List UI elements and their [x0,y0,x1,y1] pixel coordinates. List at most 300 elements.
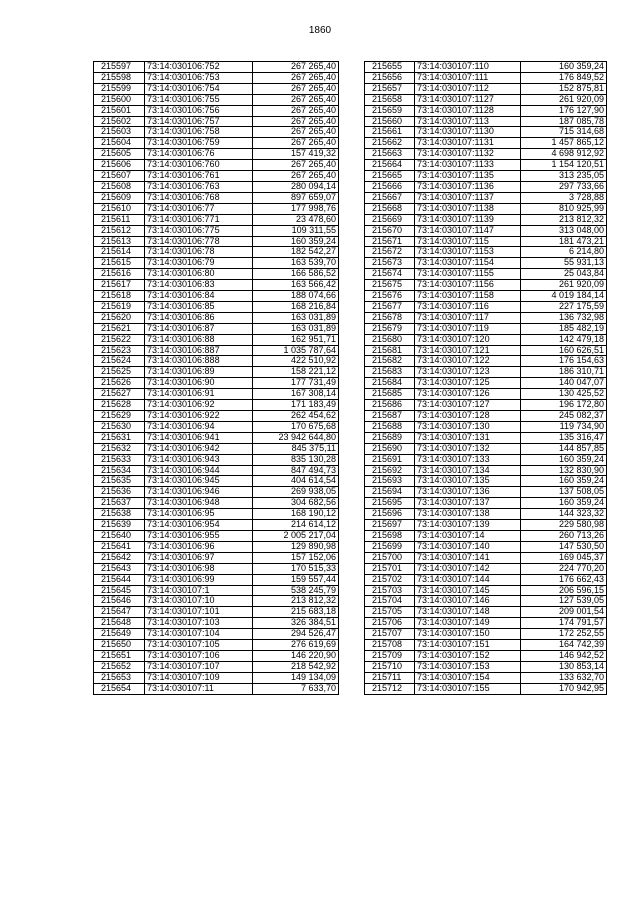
row-number-cell: 215640 [94,530,145,541]
table-row [365,171,607,182]
row-number-cell: 215607 [94,171,145,182]
cadastral-number-cell: 73:14:030107:1127 [415,94,521,105]
value-cell: 267 265,40 [253,138,339,149]
table-row [94,574,339,585]
row-number-cell: 215703 [365,585,415,596]
value-cell: 304 682,56 [253,498,339,509]
table-row [365,83,607,94]
table-row [94,552,339,563]
row-number-cell: 215639 [94,520,145,531]
value-cell: 206 596,15 [521,585,607,596]
row-number-cell: 215702 [365,574,415,585]
table-row [94,672,339,683]
table-row [365,94,607,105]
cadastral-number-cell: 73:14:030106:946 [145,487,253,498]
row-number-cell: 215598 [94,72,145,83]
row-number-cell: 215620 [94,312,145,323]
table-row [365,247,607,258]
cadastral-number-cell: 73:14:030107:1158 [415,291,521,302]
cadastral-number-cell: 73:14:030106:757 [145,116,253,127]
table-row [365,552,607,563]
table-row [94,334,339,345]
left-table [93,61,339,695]
value-cell: 177 998,76 [253,203,339,214]
table-row [94,596,339,607]
cadastral-number-cell: 73:14:030106:955 [145,530,253,541]
cadastral-number-cell: 73:14:030107:149 [415,618,521,629]
table-row [94,378,339,389]
table-row [365,323,607,334]
value-cell: 280 094,14 [253,181,339,192]
table-row [94,454,339,465]
value-cell: 267 265,40 [253,105,339,116]
row-number-cell: 215691 [365,454,415,465]
cadastral-number-cell: 73:14:030106:948 [145,498,253,509]
value-cell: 168 190,12 [253,509,339,520]
table-row [94,258,339,269]
value-cell: 214 614,12 [253,520,339,531]
table-row [365,389,607,400]
value-cell: 23 942 644,80 [253,432,339,443]
row-number-cell: 215687 [365,411,415,422]
row-number-cell: 215609 [94,192,145,203]
cadastral-number-cell: 73:14:030107:126 [415,389,521,400]
row-number-cell: 215615 [94,258,145,269]
row-number-cell: 215626 [94,378,145,389]
table-row [94,138,339,149]
cadastral-number-cell: 73:14:030107:14 [415,530,521,541]
table-row [94,530,339,541]
row-number-cell: 215704 [365,596,415,607]
value-cell: 174 791,57 [521,618,607,629]
value-cell: 133 632,70 [521,672,607,683]
row-number-cell: 215642 [94,552,145,563]
table-row [365,225,607,236]
row-number-cell: 215656 [365,72,415,83]
value-cell: 267 265,40 [253,72,339,83]
row-number-cell: 215685 [365,389,415,400]
value-cell: 297 733,66 [521,181,607,192]
cadastral-number-cell: 73:14:030106:771 [145,214,253,225]
value-cell: 157 152,06 [253,552,339,563]
cadastral-number-cell: 73:14:030107:148 [415,607,521,618]
row-number-cell: 215699 [365,541,415,552]
table-row [365,116,607,127]
row-number-cell: 215651 [94,650,145,661]
value-cell: 267 265,40 [253,83,339,94]
row-number-cell: 215679 [365,323,415,334]
cadastral-number-cell: 73:14:030107:101 [145,607,253,618]
cadastral-number-cell: 73:14:030107:1136 [415,181,521,192]
table-row [94,563,339,574]
value-cell: 224 770,20 [521,563,607,574]
row-number-cell: 215638 [94,509,145,520]
cadastral-number-cell: 73:14:030106:96 [145,541,253,552]
row-number-cell: 215680 [365,334,415,345]
row-number-cell: 215606 [94,160,145,171]
table-row [365,465,607,476]
row-number-cell: 215712 [365,683,415,694]
row-number-cell: 215654 [94,683,145,694]
table-row [365,236,607,247]
value-cell: 313 048,00 [521,225,607,236]
row-number-cell: 215625 [94,367,145,378]
row-number-cell: 215683 [365,367,415,378]
cadastral-number-cell: 73:14:030106:922 [145,411,253,422]
cadastral-number-cell: 73:14:030106:83 [145,280,253,291]
row-number-cell: 215597 [94,62,145,73]
cadastral-number-cell: 73:14:030106:88 [145,334,253,345]
row-number-cell: 215602 [94,116,145,127]
table-row [94,443,339,454]
row-number-cell: 215706 [365,618,415,629]
table-row [94,236,339,247]
row-number-cell: 215710 [365,661,415,672]
row-number-cell: 215682 [365,356,415,367]
cadastral-number-cell: 73:14:030107:137 [415,498,521,509]
cadastral-number-cell: 73:14:030107:1133 [415,160,521,171]
table-row [94,389,339,400]
value-cell: 160 359,24 [521,476,607,487]
row-number-cell: 215618 [94,291,145,302]
row-number-cell: 215677 [365,301,415,312]
value-cell: 176 849,52 [521,72,607,83]
cadastral-number-cell: 73:14:030106:86 [145,312,253,323]
value-cell: 209 001,54 [521,607,607,618]
value-cell: 6 214,80 [521,247,607,258]
row-number-cell: 215614 [94,247,145,258]
table-row [94,367,339,378]
row-number-cell: 215711 [365,672,415,683]
value-cell: 267 265,40 [253,171,339,182]
row-number-cell: 215697 [365,520,415,531]
value-cell: 149 134,09 [253,672,339,683]
value-cell: 177 731,49 [253,378,339,389]
cadastral-number-cell: 73:14:030106:94 [145,421,253,432]
cadastral-number-cell: 73:14:030106:92 [145,400,253,411]
table-row [365,454,607,465]
row-number-cell: 215611 [94,214,145,225]
row-number-cell: 215692 [365,465,415,476]
value-cell: 109 311,55 [253,225,339,236]
table-row [365,443,607,454]
row-number-cell: 215666 [365,181,415,192]
table-row [365,334,607,345]
row-number-cell: 215660 [365,116,415,127]
table-row [365,520,607,531]
value-cell: 276 619,69 [253,640,339,651]
value-cell: 144 323,32 [521,509,607,520]
cadastral-number-cell: 73:14:030107:104 [145,629,253,640]
cadastral-number-cell: 73:14:030107:10 [145,596,253,607]
table-row [94,487,339,498]
cadastral-number-cell: 73:14:030107:1138 [415,203,521,214]
row-number-cell: 215608 [94,181,145,192]
table-row [365,650,607,661]
cadastral-number-cell: 73:14:030106:99 [145,574,253,585]
value-cell: 810 925,99 [521,203,607,214]
value-cell: 130 425,52 [521,389,607,400]
row-number-cell: 215655 [365,62,415,73]
row-number-cell: 215669 [365,214,415,225]
table-row [365,411,607,422]
cadastral-number-cell: 73:14:030106:763 [145,181,253,192]
row-number-cell: 215617 [94,280,145,291]
row-number-cell: 215701 [365,563,415,574]
row-number-cell: 215664 [365,160,415,171]
row-number-cell: 215695 [365,498,415,509]
table-row [365,160,607,171]
value-cell: 229 580,98 [521,520,607,531]
table-row [94,72,339,83]
table-row [94,105,339,116]
cadastral-number-cell: 73:14:030106:945 [145,476,253,487]
value-cell: 313 235,05 [521,171,607,182]
row-number-cell: 215647 [94,607,145,618]
value-cell: 3 728,88 [521,192,607,203]
value-cell: 260 713,26 [521,530,607,541]
row-number-cell: 215641 [94,541,145,552]
table-row [365,618,607,629]
value-cell: 267 265,40 [253,116,339,127]
value-cell: 170 675,68 [253,421,339,432]
row-number-cell: 215645 [94,585,145,596]
cadastral-number-cell: 73:14:030106:753 [145,72,253,83]
cadastral-number-cell: 73:14:030107:125 [415,378,521,389]
table-row [365,356,607,367]
value-cell: 130 853,14 [521,661,607,672]
table-row [94,356,339,367]
row-number-cell: 215676 [365,291,415,302]
cadastral-number-cell: 73:14:030106:768 [145,192,253,203]
row-number-cell: 215659 [365,105,415,116]
table-row [365,476,607,487]
cadastral-number-cell: 73:14:030107:123 [415,367,521,378]
value-cell: 186 310,71 [521,367,607,378]
value-cell: 267 265,40 [253,127,339,138]
table-row [94,203,339,214]
table-row [365,367,607,378]
cadastral-number-cell: 73:14:030106:90 [145,378,253,389]
cadastral-number-cell: 73:14:030107:1147 [415,225,521,236]
cadastral-number-cell: 73:14:030107:1135 [415,171,521,182]
value-cell: 404 614,54 [253,476,339,487]
cadastral-number-cell: 73:14:030107:103 [145,618,253,629]
row-number-cell: 215690 [365,443,415,454]
table-row [365,530,607,541]
value-cell: 187 085,78 [521,116,607,127]
table-row [94,661,339,672]
row-number-cell: 215644 [94,574,145,585]
table-row [365,661,607,672]
value-cell: 144 857,85 [521,443,607,454]
row-number-cell: 215672 [365,247,415,258]
cadastral-number-cell: 73:14:030107:127 [415,400,521,411]
value-cell: 170 942,95 [521,683,607,694]
value-cell: 4 698 912,92 [521,149,607,160]
value-cell: 172 252,55 [521,629,607,640]
table-row [365,312,607,323]
table-row [365,585,607,596]
table-row [365,192,607,203]
table-row [365,640,607,651]
value-cell: 140 047,07 [521,378,607,389]
row-number-cell: 215643 [94,563,145,574]
cadastral-number-cell: 73:14:030106:775 [145,225,253,236]
value-cell: 294 526,47 [253,629,339,640]
value-cell: 213 812,32 [253,596,339,607]
cadastral-number-cell: 73:14:030107:1156 [415,280,521,291]
table-row [365,105,607,116]
right-table [364,61,607,695]
value-cell: 269 938,05 [253,487,339,498]
row-number-cell: 215709 [365,650,415,661]
row-number-cell: 215693 [365,476,415,487]
value-cell: 163 031,89 [253,312,339,323]
cadastral-number-cell: 73:14:030106:752 [145,62,253,73]
row-number-cell: 215646 [94,596,145,607]
cadastral-number-cell: 73:14:030107:1137 [415,192,521,203]
row-number-cell: 215627 [94,389,145,400]
table-row [94,269,339,280]
value-cell: 4 019 184,14 [521,291,607,302]
value-cell: 1 035 787,64 [253,345,339,356]
row-number-cell: 215624 [94,356,145,367]
cadastral-number-cell: 73:14:030107:140 [415,541,521,552]
cadastral-number-cell: 73:14:030107:116 [415,301,521,312]
cadastral-number-cell: 73:14:030106:84 [145,291,253,302]
row-number-cell: 215689 [365,432,415,443]
row-number-cell: 215610 [94,203,145,214]
cadastral-number-cell: 73:14:030106:77 [145,203,253,214]
cadastral-number-cell: 73:14:030107:105 [145,640,253,651]
table-row [94,400,339,411]
value-cell: 261 920,09 [521,94,607,105]
value-cell: 163 539,70 [253,258,339,269]
value-cell: 163 031,89 [253,323,339,334]
value-cell: 160 359,24 [521,62,607,73]
value-cell: 1 457 865,12 [521,138,607,149]
value-cell: 267 265,40 [253,160,339,171]
value-cell: 7 633,70 [253,683,339,694]
value-cell: 169 045,37 [521,552,607,563]
cadastral-number-cell: 73:14:030107:1132 [415,149,521,160]
value-cell: 196 172,80 [521,400,607,411]
row-number-cell: 215599 [94,83,145,94]
table-row [365,574,607,585]
cadastral-number-cell: 73:14:030107:130 [415,421,521,432]
cadastral-number-cell: 73:14:030106:754 [145,83,253,94]
value-cell: 146 220,90 [253,650,339,661]
table-row [365,301,607,312]
value-cell: 127 539,05 [521,596,607,607]
page-number: 1860 [308,25,332,36]
cadastral-number-cell: 73:14:030106:89 [145,367,253,378]
cadastral-number-cell: 73:14:030107:113 [415,116,521,127]
row-number-cell: 215684 [365,378,415,389]
table-row [365,509,607,520]
value-cell: 167 308,14 [253,389,339,400]
table-row [365,72,607,83]
table-row [365,629,607,640]
value-cell: 538 245,79 [253,585,339,596]
table-row [94,498,339,509]
table-row [94,345,339,356]
table-row [94,181,339,192]
value-cell: 163 566,42 [253,280,339,291]
table-row [365,378,607,389]
row-number-cell: 215662 [365,138,415,149]
table-row [94,312,339,323]
value-cell: 218 542,92 [253,661,339,672]
row-number-cell: 215605 [94,149,145,160]
row-number-cell: 215632 [94,443,145,454]
cadastral-number-cell: 73:14:030106:761 [145,171,253,182]
value-cell: 2 005 217,04 [253,530,339,541]
cadastral-number-cell: 73:14:030106:80 [145,269,253,280]
cadastral-number-cell: 73:14:030107:142 [415,563,521,574]
row-number-cell: 215705 [365,607,415,618]
value-cell: 162 951,71 [253,334,339,345]
right-table-body [365,62,607,695]
cadastral-number-cell: 73:14:030107:138 [415,509,521,520]
row-number-cell: 215622 [94,334,145,345]
row-number-cell: 215673 [365,258,415,269]
value-cell: 267 265,40 [253,94,339,105]
row-number-cell: 215675 [365,280,415,291]
table-row [365,62,607,73]
cadastral-number-cell: 73:14:030107:144 [415,574,521,585]
cadastral-number-cell: 73:14:030107:1 [145,585,253,596]
cadastral-number-cell: 73:14:030106:941 [145,432,253,443]
table-row [94,247,339,258]
cadastral-number-cell: 73:14:030106:97 [145,552,253,563]
value-cell: 146 942,52 [521,650,607,661]
cadastral-number-cell: 73:14:030107:1155 [415,269,521,280]
cadastral-number-cell: 73:14:030107:115 [415,236,521,247]
row-number-cell: 215604 [94,138,145,149]
cadastral-number-cell: 73:14:030107:117 [415,312,521,323]
row-number-cell: 215648 [94,618,145,629]
row-number-cell: 215631 [94,432,145,443]
cadastral-number-cell: 73:14:030106:943 [145,454,253,465]
cadastral-number-cell: 73:14:030107:11 [145,683,253,694]
cadastral-number-cell: 73:14:030107:133 [415,454,521,465]
cadastral-number-cell: 73:14:030107:131 [415,432,521,443]
cadastral-number-cell: 73:14:030106:942 [145,443,253,454]
value-cell: 25 043,84 [521,269,607,280]
table-row [94,465,339,476]
cadastral-number-cell: 73:14:030107:152 [415,650,521,661]
row-number-cell: 215657 [365,83,415,94]
table-row [94,618,339,629]
value-cell: 157 419,32 [253,149,339,160]
table-row [365,541,607,552]
value-cell: 159 557,44 [253,574,339,585]
cadastral-number-cell: 73:14:030106:755 [145,94,253,105]
cadastral-number-cell: 73:14:030106:78 [145,247,253,258]
table-row [94,509,339,520]
value-cell: 176 154,63 [521,356,607,367]
table-row [365,138,607,149]
table-row [365,127,607,138]
value-cell: 160 626,51 [521,345,607,356]
cadastral-number-cell: 73:14:030107:1139 [415,214,521,225]
value-cell: 185 482,19 [521,323,607,334]
cadastral-number-cell: 73:14:030107:146 [415,596,521,607]
value-cell: 132 830,90 [521,465,607,476]
value-cell: 160 359,24 [521,498,607,509]
